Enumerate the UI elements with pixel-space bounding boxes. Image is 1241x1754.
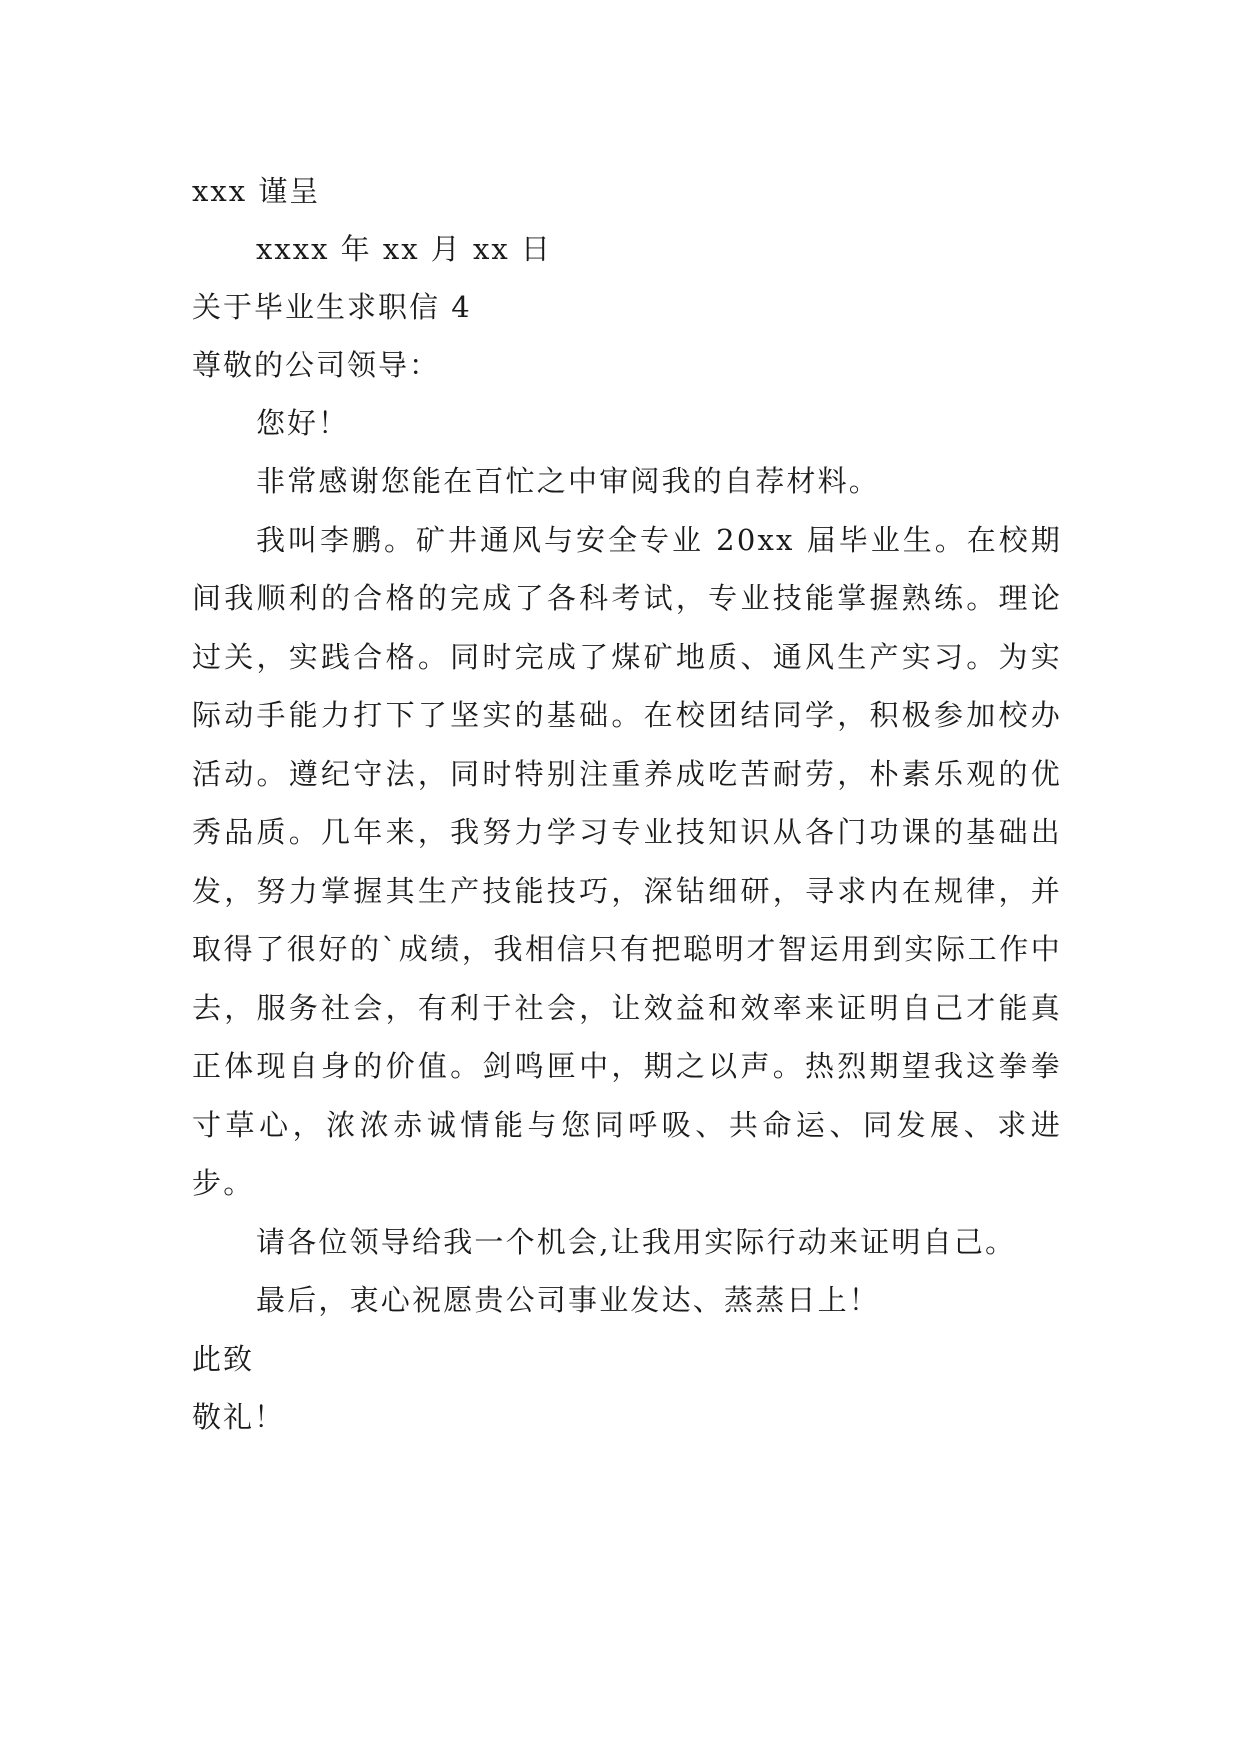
letter-title: 关于毕业生求职信 4 bbox=[192, 290, 472, 324]
letter-body bbox=[192, 162, 1062, 1446]
paragraph-introduction: 我叫李鹏。矿井通风与安全专业 20xx 届毕业生。在校期间我顺利的合格的完成了各科考试，专业技能掌握熟练。理论过关，实践合格。同时完成了煤矿地质、通风生产实习。为实际动手能力打下了坚实的基础。在校团结同学，积极参加校办活动。遵纪守法，同时特别注重养成吃苦耐劳，朴素乐观的优秀品质。几年来，我努力学习专业技知识从各门功课的基础出发，努力掌握其生产技能技巧，深钻细研，寻求内在规律，并取得了很好的`成绩，我相信只有把聪明才智运用到实际工作中去，服务社会，有利于社会，让效益和效率来证明自己才能真正体现自身的价值。剑鸣匣中，期之以声。热烈期望我这拳拳寸草心，浓浓赤诚情能与您同呼吸、共命运、同发展、求进步。 bbox=[192, 522, 1062, 1200]
salutation: 尊敬的公司领导： bbox=[192, 348, 441, 382]
closing-line-2: 敬礼！ bbox=[192, 1399, 286, 1434]
paragraph-request: 请各位领导给我一个机会,让我用实际行动来证明自己。 bbox=[256, 1224, 1017, 1259]
paragraph-wishes: 最后，衷心祝愿贵公司事业发达、蒸蒸日上！ bbox=[256, 1283, 881, 1317]
signature-line: xxx 谨呈 bbox=[192, 174, 321, 208]
date-line: xxxx 年 xx 月 xx 日 bbox=[256, 232, 552, 266]
greeting: 您好！ bbox=[256, 406, 350, 440]
closing-line-1: 此致 bbox=[192, 1341, 255, 1376]
paragraph-thanks: 非常感谢您能在百忙之中审阅我的自荐材料。 bbox=[256, 464, 881, 498]
